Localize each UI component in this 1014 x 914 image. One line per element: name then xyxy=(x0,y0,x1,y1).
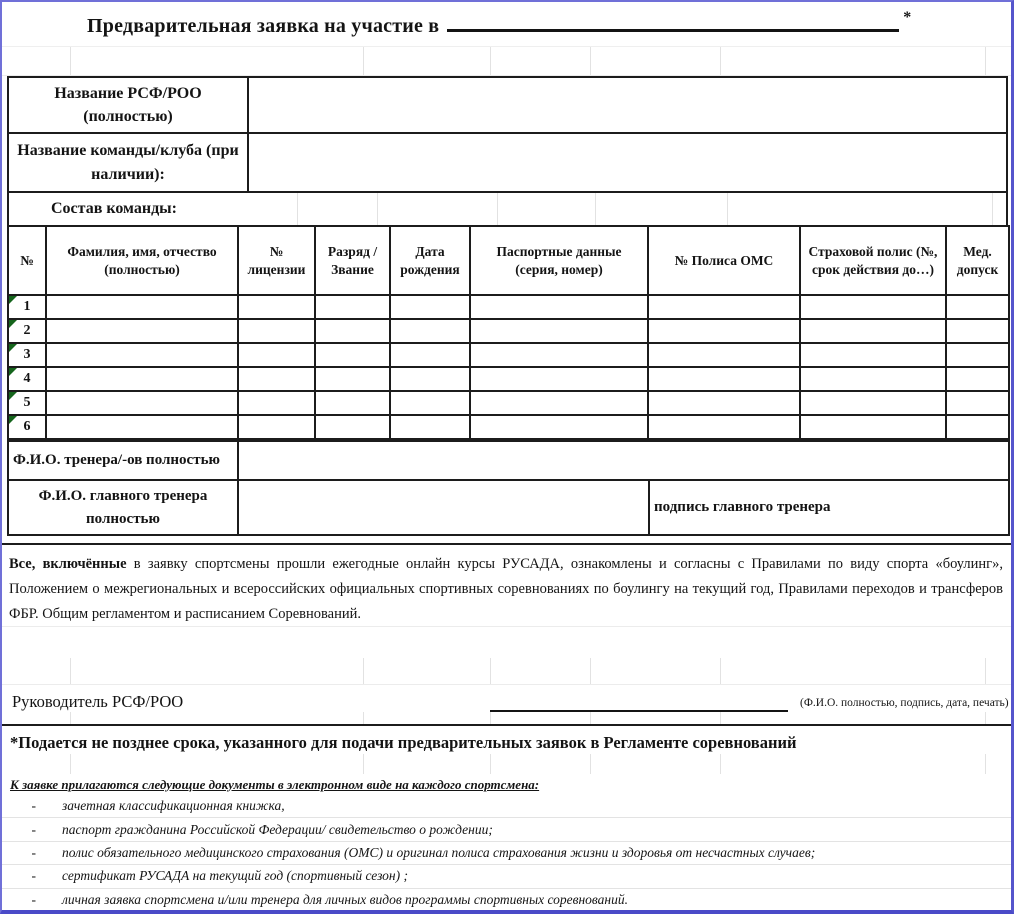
head-coach-fullname-cell[interactable] xyxy=(238,480,649,535)
list-bullet: - xyxy=(31,891,36,907)
grid-filler-row xyxy=(2,46,1011,76)
license-cell[interactable] xyxy=(238,415,315,439)
row-number: 2 xyxy=(23,323,31,338)
error-flag-triangle-icon xyxy=(9,320,17,328)
rank-cell[interactable] xyxy=(315,343,390,367)
med-clearance-cell[interactable] xyxy=(946,367,1009,391)
table-row xyxy=(8,391,1009,415)
row-number: 6 xyxy=(23,419,31,434)
passport-cell[interactable] xyxy=(470,319,648,343)
rank-cell[interactable] xyxy=(315,295,390,319)
team-roster-section-label: Состав команды: xyxy=(9,200,177,218)
head-coach-signature-label: подпись главного тренера xyxy=(649,480,1009,535)
attachments-heading: К заявке прилагаются следующие документы в электронном виде на каждого спортсмена: xyxy=(10,776,540,792)
table-row xyxy=(8,367,1009,391)
team-club-name-label: Название команды/клуба (при наличии): xyxy=(8,133,248,192)
form-title: Предварительная заявка на участие в xyxy=(87,15,440,37)
coaches-fullname-cell[interactable] xyxy=(238,441,1009,480)
passport-cell[interactable] xyxy=(470,343,648,367)
team-roster-table xyxy=(7,225,1010,440)
column-header-license: № лицензии xyxy=(238,226,315,295)
row-number-cell xyxy=(8,343,46,367)
grid-filler-row xyxy=(2,536,1011,543)
column-header-passport: Паспортные данные (серия, номер) xyxy=(470,226,648,295)
passport-cell[interactable] xyxy=(470,391,648,415)
insurance-cell[interactable] xyxy=(800,343,946,367)
row-number-cell xyxy=(8,319,46,343)
deadline-footnote-row xyxy=(2,724,1011,754)
med-clearance-cell[interactable] xyxy=(946,343,1009,367)
fullname-cell[interactable] xyxy=(46,391,238,415)
birthdate-cell[interactable] xyxy=(390,319,470,343)
med-clearance-cell[interactable] xyxy=(946,391,1009,415)
deadline-footnote: *Подается не позднее срока, указанного для подачи предварительных заявок в Регламенте соревнований xyxy=(10,733,797,752)
rsf-roo-name-cell[interactable] xyxy=(248,77,1007,133)
attachment-item-text: паспорт гражданина Российской Федерации/ свидетельство о рождении; xyxy=(62,821,493,837)
director-signature-line[interactable] xyxy=(490,690,788,712)
table-row xyxy=(8,415,1009,439)
rusada-declaration-paragraph xyxy=(2,543,1011,626)
team-roster-section-row xyxy=(7,193,1008,225)
med-clearance-cell[interactable] xyxy=(946,415,1009,439)
error-flag-triangle-icon xyxy=(9,368,17,376)
row-number: 3 xyxy=(23,347,31,362)
table-row xyxy=(8,133,1007,192)
form-title-row xyxy=(2,2,1011,46)
column-header-insurance: Страховой полис (№, срок действия до…) xyxy=(800,226,946,295)
fullname-cell[interactable] xyxy=(46,415,238,439)
attachment-item-text: сертификат РУСАДА на текущий год (спортивный сезон) ; xyxy=(62,868,408,884)
list-item xyxy=(2,889,1011,913)
birthdate-cell[interactable] xyxy=(390,415,470,439)
rank-cell[interactable] xyxy=(315,415,390,439)
birthdate-cell[interactable] xyxy=(390,367,470,391)
license-cell[interactable] xyxy=(238,343,315,367)
trainers-table xyxy=(7,440,1010,536)
grid-filler-row xyxy=(2,712,1011,724)
director-signature-note: (Ф.И.О. полностью, подпись, дата, печать) xyxy=(800,697,1009,709)
birthdate-cell[interactable] xyxy=(390,343,470,367)
table-row xyxy=(8,77,1007,133)
table-row xyxy=(8,319,1009,343)
title-blank-line[interactable] xyxy=(447,12,899,32)
list-bullet: - xyxy=(31,821,36,837)
oms-policy-cell[interactable] xyxy=(648,367,800,391)
list-item xyxy=(2,842,1011,865)
passport-cell[interactable] xyxy=(470,367,648,391)
insurance-cell[interactable] xyxy=(800,391,946,415)
column-header-med-clearance: Мед. допуск xyxy=(946,226,1009,295)
fullname-cell[interactable] xyxy=(46,343,238,367)
declaration-body: в заявку спортсмены прошли ежегодные онлайн курсы РУСАДА, ознакомлены и согласны с Правилами по виду спорта «боулинг», Положением о межрегиональных и всероссийских официальных спортивных соревнованиях по боулингу на текущий год, Правилами переходов и трансферов ФБР. Общим регламентом и расписанием Соревнований. xyxy=(9,556,1003,622)
rank-cell[interactable] xyxy=(315,367,390,391)
license-cell[interactable] xyxy=(238,319,315,343)
table-row xyxy=(8,343,1009,367)
passport-cell[interactable] xyxy=(470,415,648,439)
oms-policy-cell[interactable] xyxy=(648,391,800,415)
declaration-lead: Все, включённые xyxy=(9,556,127,572)
license-cell[interactable] xyxy=(238,295,315,319)
med-clearance-cell[interactable] xyxy=(946,319,1009,343)
insurance-cell[interactable] xyxy=(800,367,946,391)
birthdate-cell[interactable] xyxy=(390,391,470,415)
insurance-cell[interactable] xyxy=(800,415,946,439)
row-number: 4 xyxy=(23,371,31,386)
rank-cell[interactable] xyxy=(315,391,390,415)
rsf-roo-name-label: Название РСФ/РОО (полностью) xyxy=(8,77,248,133)
team-club-name-cell[interactable] xyxy=(248,133,1007,192)
column-header-rank: Разряд / Звание xyxy=(315,226,390,295)
table-row xyxy=(8,441,1009,480)
insurance-cell[interactable] xyxy=(800,319,946,343)
organization-table xyxy=(7,76,1008,193)
list-item xyxy=(2,865,1011,888)
fullname-cell[interactable] xyxy=(46,319,238,343)
column-header-birthdate: Дата рождения xyxy=(390,226,470,295)
grid-filler-row xyxy=(2,754,1011,774)
oms-policy-cell[interactable] xyxy=(648,319,800,343)
oms-policy-cell[interactable] xyxy=(648,343,800,367)
oms-policy-cell[interactable] xyxy=(648,295,800,319)
row-number-cell xyxy=(8,391,46,415)
list-item xyxy=(2,818,1011,841)
coaches-fullname-label: Ф.И.О. тренера/-ов полностью xyxy=(8,441,238,480)
list-bullet: - xyxy=(31,868,36,884)
column-header-oms-policy: № Полиса ОМС xyxy=(648,226,800,295)
passport-cell[interactable] xyxy=(470,295,648,319)
row-number: 1 xyxy=(23,299,31,314)
table-row xyxy=(8,480,1009,535)
title-asterisk: * xyxy=(903,9,912,26)
oms-policy-cell[interactable] xyxy=(648,415,800,439)
med-clearance-cell[interactable] xyxy=(946,295,1009,319)
fullname-cell[interactable] xyxy=(46,367,238,391)
birthdate-cell[interactable] xyxy=(390,295,470,319)
error-flag-triangle-icon xyxy=(9,296,17,304)
director-signature-row xyxy=(2,685,1011,712)
row-number-cell xyxy=(8,295,46,319)
fullname-cell[interactable] xyxy=(46,295,238,319)
row-number-cell xyxy=(8,367,46,391)
row-number: 5 xyxy=(23,395,31,410)
attachment-item-text: личная заявка спортсмена и/или тренера для личных видов программы спортивных соревнований. xyxy=(62,891,628,907)
rank-cell[interactable] xyxy=(315,319,390,343)
list-bullet: - xyxy=(31,798,36,814)
head-coach-fullname-label: Ф.И.О. главного тренера полностью xyxy=(8,480,238,535)
insurance-cell[interactable] xyxy=(800,295,946,319)
list-bullet: - xyxy=(31,844,36,860)
license-cell[interactable] xyxy=(238,367,315,391)
column-header-fullname: Фамилия, имя, отчество (полностью) xyxy=(46,226,238,295)
table-row xyxy=(8,295,1009,319)
error-flag-triangle-icon xyxy=(9,416,17,424)
error-flag-triangle-icon xyxy=(9,344,17,352)
license-cell[interactable] xyxy=(238,391,315,415)
list-item xyxy=(2,795,1011,818)
table-header-row xyxy=(8,226,1009,295)
attachment-item-text: полис обязательного медицинского страхования (ОМС) и оригинал полиса страхования жизни и здоровья от несчастных случаев; xyxy=(62,844,816,860)
error-flag-triangle-icon xyxy=(9,392,17,400)
grid-filler-row xyxy=(2,626,1011,685)
column-header-number: № xyxy=(8,226,46,295)
director-label: Руководитель РСФ/РОО xyxy=(12,692,184,711)
attachment-item-text: зачетная классификационная книжка, xyxy=(62,798,285,814)
row-number-cell xyxy=(8,415,46,439)
